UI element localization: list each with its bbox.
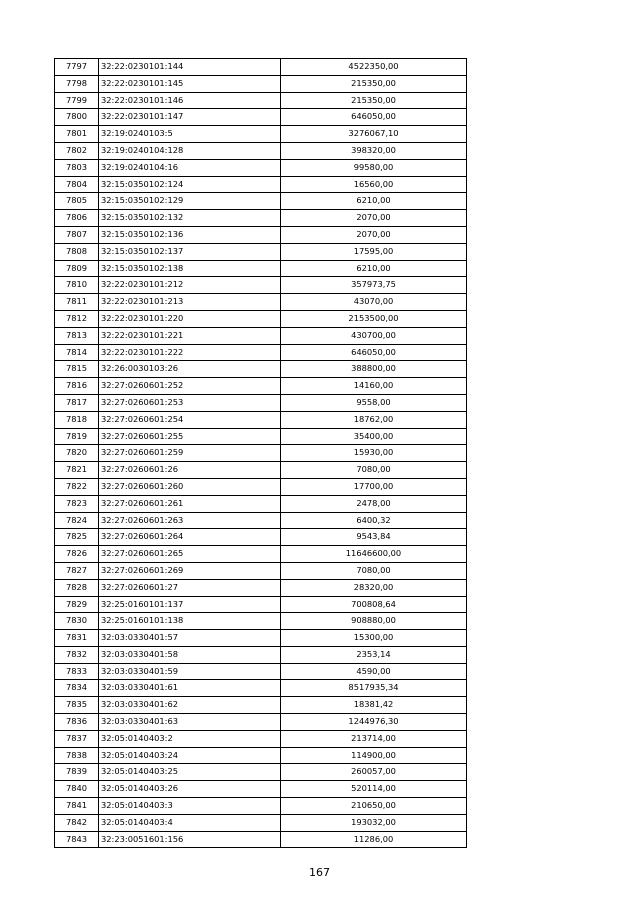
- document-table-container: [54, 58, 466, 848]
- cadastral-number-cell: 32:03:0330401:58: [99, 646, 281, 663]
- value-cell: 11646600,00: [281, 546, 467, 563]
- value-cell: 28320,00: [281, 579, 467, 596]
- cadastral-number-cell: 32:15:0350102:138: [99, 260, 281, 277]
- table-row: [55, 243, 467, 260]
- value-cell: 908880,00: [281, 613, 467, 630]
- value-cell: 9558,00: [281, 394, 467, 411]
- table-row: [55, 596, 467, 613]
- row-number-cell: 7799: [55, 92, 99, 109]
- table-row: [55, 260, 467, 277]
- value-cell: 215350,00: [281, 92, 467, 109]
- cadastral-number-cell: 32:22:0230101:222: [99, 344, 281, 361]
- value-cell: 260057,00: [281, 764, 467, 781]
- table-row: [55, 176, 467, 193]
- table-row: [55, 478, 467, 495]
- row-number-cell: 7841: [55, 798, 99, 815]
- cadastral-number-cell: 32:23:0051601:156: [99, 831, 281, 848]
- row-number-cell: 7817: [55, 394, 99, 411]
- table-body: [55, 59, 467, 848]
- table-row: [55, 75, 467, 92]
- value-cell: 114900,00: [281, 747, 467, 764]
- value-cell: 43070,00: [281, 294, 467, 311]
- table-row: [55, 294, 467, 311]
- value-cell: 2070,00: [281, 210, 467, 227]
- value-cell: 6210,00: [281, 260, 467, 277]
- row-number-cell: 7834: [55, 680, 99, 697]
- cadastral-number-cell: 32:27:0260601:264: [99, 529, 281, 546]
- cadastral-number-cell: 32:22:0230101:213: [99, 294, 281, 311]
- cadastral-number-cell: 32:27:0260601:27: [99, 579, 281, 596]
- table-row: [55, 579, 467, 596]
- cadastral-number-cell: 32:05:0140403:24: [99, 747, 281, 764]
- cadastral-number-cell: 32:05:0140403:4: [99, 814, 281, 831]
- row-number-cell: 7837: [55, 730, 99, 747]
- value-cell: 398320,00: [281, 142, 467, 159]
- cadastral-number-cell: 32:19:0240103:5: [99, 126, 281, 143]
- table-row: [55, 344, 467, 361]
- table-row: [55, 126, 467, 143]
- value-cell: 388800,00: [281, 361, 467, 378]
- row-number-cell: 7798: [55, 75, 99, 92]
- table-row: [55, 680, 467, 697]
- table-row: [55, 462, 467, 479]
- value-cell: 520114,00: [281, 781, 467, 798]
- cadastral-number-cell: 32:22:0230101:146: [99, 92, 281, 109]
- table-row: [55, 630, 467, 647]
- table-row: [55, 663, 467, 680]
- row-number-cell: 7813: [55, 327, 99, 344]
- value-cell: 15300,00: [281, 630, 467, 647]
- cadastral-number-cell: 32:27:0260601:261: [99, 495, 281, 512]
- value-cell: 6210,00: [281, 193, 467, 210]
- table-row: [55, 697, 467, 714]
- value-cell: 18762,00: [281, 411, 467, 428]
- cadastral-number-cell: 32:22:0230101:220: [99, 310, 281, 327]
- table-row: [55, 747, 467, 764]
- value-cell: 646050,00: [281, 109, 467, 126]
- cadastral-number-cell: 32:22:0230101:144: [99, 59, 281, 76]
- row-number-cell: 7811: [55, 294, 99, 311]
- value-cell: 16560,00: [281, 176, 467, 193]
- cadastral-number-cell: 32:05:0140403:26: [99, 781, 281, 798]
- value-cell: 35400,00: [281, 428, 467, 445]
- value-cell: 4590,00: [281, 663, 467, 680]
- value-cell: 3276067,10: [281, 126, 467, 143]
- row-number-cell: 7823: [55, 495, 99, 512]
- table-row: [55, 92, 467, 109]
- row-number-cell: 7806: [55, 210, 99, 227]
- value-cell: 430700,00: [281, 327, 467, 344]
- table-row: [55, 764, 467, 781]
- table-row: [55, 428, 467, 445]
- row-number-cell: 7801: [55, 126, 99, 143]
- cadastral-number-cell: 32:27:0260601:265: [99, 546, 281, 563]
- table-row: [55, 361, 467, 378]
- row-number-cell: 7797: [55, 59, 99, 76]
- cadastral-number-cell: 32:22:0230101:147: [99, 109, 281, 126]
- table-row: [55, 512, 467, 529]
- value-cell: 357973,75: [281, 277, 467, 294]
- row-number-cell: 7833: [55, 663, 99, 680]
- cadastral-number-cell: 32:27:0260601:269: [99, 562, 281, 579]
- value-cell: 646050,00: [281, 344, 467, 361]
- value-cell: 14160,00: [281, 378, 467, 395]
- page-number: 167: [309, 866, 330, 879]
- value-cell: 6400,32: [281, 512, 467, 529]
- cadastral-number-cell: 32:19:0240104:16: [99, 159, 281, 176]
- value-cell: 15930,00: [281, 445, 467, 462]
- row-number-cell: 7832: [55, 646, 99, 663]
- row-number-cell: 7840: [55, 781, 99, 798]
- value-cell: 193032,00: [281, 814, 467, 831]
- row-number-cell: 7824: [55, 512, 99, 529]
- table-row: [55, 714, 467, 731]
- cadastral-number-cell: 32:15:0350102:124: [99, 176, 281, 193]
- cadastral-number-cell: 32:27:0260601:255: [99, 428, 281, 445]
- table-row: [55, 277, 467, 294]
- table-row: [55, 445, 467, 462]
- cadastral-number-cell: 32:15:0350102:137: [99, 243, 281, 260]
- cadastral-number-cell: 32:27:0260601:253: [99, 394, 281, 411]
- row-number-cell: 7820: [55, 445, 99, 462]
- cadastral-number-cell: 32:27:0260601:26: [99, 462, 281, 479]
- table-row: [55, 546, 467, 563]
- cadastral-number-cell: 32:27:0260601:263: [99, 512, 281, 529]
- row-number-cell: 7838: [55, 747, 99, 764]
- value-cell: 215350,00: [281, 75, 467, 92]
- cadastral-number-cell: 32:05:0140403:2: [99, 730, 281, 747]
- table-row: [55, 226, 467, 243]
- cadastral-number-cell: 32:19:0240104:128: [99, 142, 281, 159]
- value-cell: 213714,00: [281, 730, 467, 747]
- row-number-cell: 7842: [55, 814, 99, 831]
- table-row: [55, 378, 467, 395]
- value-cell: 2353,14: [281, 646, 467, 663]
- value-cell: 2070,00: [281, 226, 467, 243]
- value-cell: 8517935,34: [281, 680, 467, 697]
- cadastral-number-cell: 32:05:0140403:3: [99, 798, 281, 815]
- row-number-cell: 7804: [55, 176, 99, 193]
- cadastral-number-cell: 32:03:0330401:59: [99, 663, 281, 680]
- value-cell: 2478,00: [281, 495, 467, 512]
- cadastral-value-table: [54, 58, 467, 848]
- value-cell: 7080,00: [281, 562, 467, 579]
- cadastral-number-cell: 32:25:0160101:138: [99, 613, 281, 630]
- row-number-cell: 7805: [55, 193, 99, 210]
- row-number-cell: 7810: [55, 277, 99, 294]
- cadastral-number-cell: 32:27:0260601:260: [99, 478, 281, 495]
- cadastral-number-cell: 32:03:0330401:57: [99, 630, 281, 647]
- table-row: [55, 831, 467, 848]
- cadastral-number-cell: 32:22:0230101:145: [99, 75, 281, 92]
- value-cell: 210650,00: [281, 798, 467, 815]
- row-number-cell: 7831: [55, 630, 99, 647]
- row-number-cell: 7836: [55, 714, 99, 731]
- row-number-cell: 7812: [55, 310, 99, 327]
- row-number-cell: 7822: [55, 478, 99, 495]
- value-cell: 2153500,00: [281, 310, 467, 327]
- cadastral-number-cell: 32:22:0230101:221: [99, 327, 281, 344]
- table-row: [55, 613, 467, 630]
- table-row: [55, 798, 467, 815]
- table-row: [55, 529, 467, 546]
- table-row: [55, 210, 467, 227]
- value-cell: 7080,00: [281, 462, 467, 479]
- table-row: [55, 310, 467, 327]
- row-number-cell: 7825: [55, 529, 99, 546]
- row-number-cell: 7808: [55, 243, 99, 260]
- row-number-cell: 7830: [55, 613, 99, 630]
- value-cell: 18381,42: [281, 697, 467, 714]
- row-number-cell: 7843: [55, 831, 99, 848]
- cadastral-number-cell: 32:03:0330401:63: [99, 714, 281, 731]
- row-number-cell: 7814: [55, 344, 99, 361]
- table-row: [55, 327, 467, 344]
- cadastral-number-cell: 32:15:0350102:129: [99, 193, 281, 210]
- value-cell: 99580,00: [281, 159, 467, 176]
- value-cell: 9543,84: [281, 529, 467, 546]
- row-number-cell: 7829: [55, 596, 99, 613]
- row-number-cell: 7827: [55, 562, 99, 579]
- cadastral-number-cell: 32:25:0160101:137: [99, 596, 281, 613]
- row-number-cell: 7803: [55, 159, 99, 176]
- cadastral-number-cell: 32:15:0350102:132: [99, 210, 281, 227]
- value-cell: 11286,00: [281, 831, 467, 848]
- cadastral-number-cell: 32:27:0260601:254: [99, 411, 281, 428]
- row-number-cell: 7816: [55, 378, 99, 395]
- value-cell: 17595,00: [281, 243, 467, 260]
- table-row: [55, 411, 467, 428]
- value-cell: 1244976,30: [281, 714, 467, 731]
- row-number-cell: 7807: [55, 226, 99, 243]
- value-cell: 17700,00: [281, 478, 467, 495]
- cadastral-number-cell: 32:05:0140403:25: [99, 764, 281, 781]
- row-number-cell: 7821: [55, 462, 99, 479]
- cadastral-number-cell: 32:22:0230101:212: [99, 277, 281, 294]
- cadastral-number-cell: 32:15:0350102:136: [99, 226, 281, 243]
- row-number-cell: 7839: [55, 764, 99, 781]
- cadastral-number-cell: 32:03:0330401:62: [99, 697, 281, 714]
- cadastral-number-cell: 32:26:0030103:26: [99, 361, 281, 378]
- table-row: [55, 646, 467, 663]
- table-row: [55, 159, 467, 176]
- table-row: [55, 394, 467, 411]
- table-row: [55, 193, 467, 210]
- row-number-cell: 7818: [55, 411, 99, 428]
- table-row: [55, 781, 467, 798]
- row-number-cell: 7802: [55, 142, 99, 159]
- row-number-cell: 7835: [55, 697, 99, 714]
- row-number-cell: 7815: [55, 361, 99, 378]
- cadastral-number-cell: 32:03:0330401:61: [99, 680, 281, 697]
- value-cell: 700808,64: [281, 596, 467, 613]
- table-row: [55, 142, 467, 159]
- table-row: [55, 562, 467, 579]
- table-row: [55, 109, 467, 126]
- cadastral-number-cell: 32:27:0260601:259: [99, 445, 281, 462]
- value-cell: 4522350,00: [281, 59, 467, 76]
- row-number-cell: 7819: [55, 428, 99, 445]
- table-row: [55, 730, 467, 747]
- table-row: [55, 814, 467, 831]
- row-number-cell: 7828: [55, 579, 99, 596]
- row-number-cell: 7809: [55, 260, 99, 277]
- table-row: [55, 495, 467, 512]
- cadastral-number-cell: 32:27:0260601:252: [99, 378, 281, 395]
- row-number-cell: 7800: [55, 109, 99, 126]
- table-row: [55, 59, 467, 76]
- row-number-cell: 7826: [55, 546, 99, 563]
